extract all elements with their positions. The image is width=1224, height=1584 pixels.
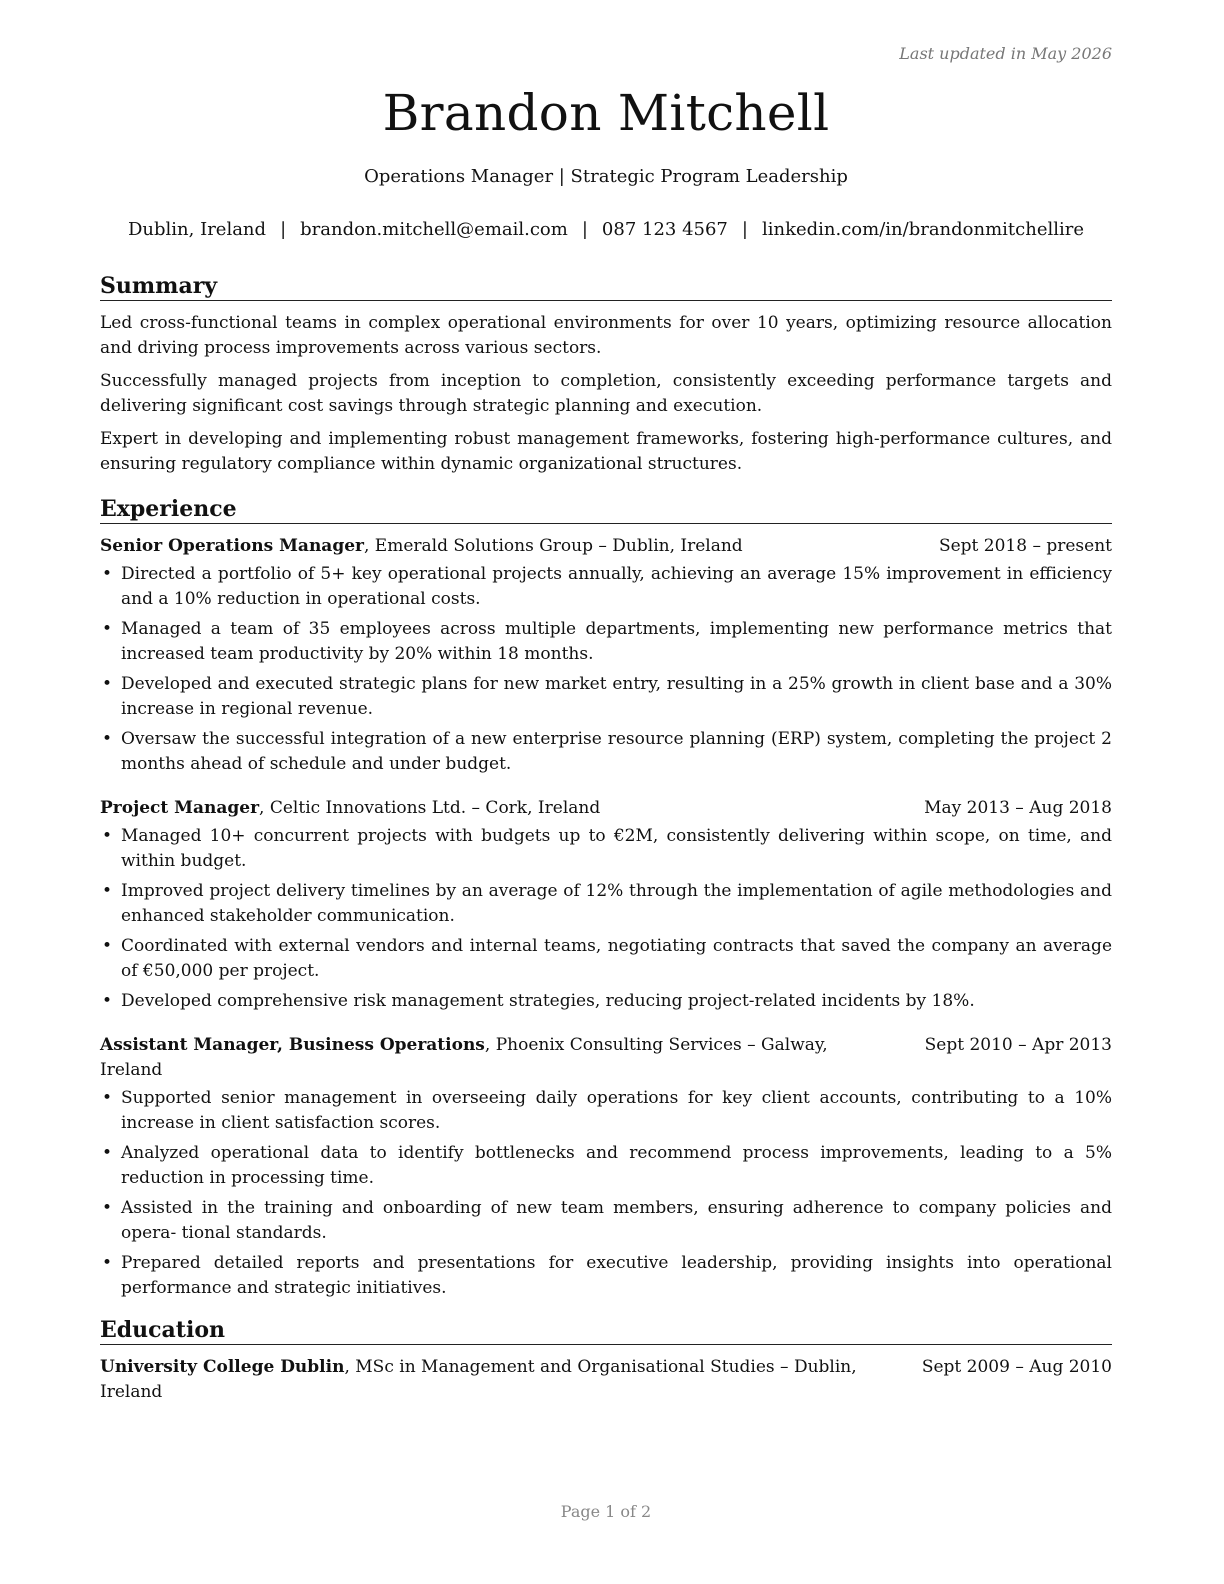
bullet-icon: • <box>102 1088 113 1108</box>
resume-page <box>100 0 1112 1584</box>
last-updated-note: Last updated in May 2026 <box>899 44 1112 63</box>
job-title: Senior Operations Manager <box>100 536 364 556</box>
job-bullet: • Managed 10+ concurrent projects with budgets up to €2M, consistently delivering within scope, on time, and within budget. <box>102 826 1112 871</box>
job-bullets <box>100 824 1112 1014</box>
bullet-icon: • <box>102 991 113 1011</box>
experience-heading: Experience <box>100 495 1112 524</box>
job-header <box>100 796 1112 821</box>
job-title: Assistant Manager, Business Operations <box>100 1035 485 1055</box>
job-header <box>100 534 1112 559</box>
bullet-icon: • <box>102 729 113 749</box>
bullet-icon: • <box>102 1198 113 1218</box>
job-header <box>100 1033 1112 1083</box>
job-bullet: • Developed and executed strategic plans for new market entry, resulting in a 25% growth in client base and a 30% increase in regional revenue. <box>102 674 1112 719</box>
job-organization: , Phoenix Consulting Services – Galway, Ireland <box>100 1035 828 1080</box>
education-school: University College Dublin <box>100 1357 345 1377</box>
job-dates: Sept 2010 – Apr 2013 <box>924 1035 1112 1055</box>
bullet-icon: • <box>102 826 113 846</box>
job-bullet: • Supported senior management in overseeing daily operations for key client accounts, contributing to a 10% increase in client satisfaction scores. <box>102 1088 1112 1133</box>
candidate-tagline: Operations Manager | Strategic Program Leadership <box>364 166 848 187</box>
job-title: Project Manager <box>100 798 260 818</box>
job-bullet: • Coordinated with external vendors and internal teams, negotiating contracts that saved the company an average of €50,000 per project. <box>102 936 1112 981</box>
bullet-icon: • <box>102 936 113 956</box>
contact-separator: | <box>741 219 748 240</box>
job-bullet: • Managed a team of 35 employees across multiple departments, implementing new performance metrics that increased team productivity by 20% within 18 months. <box>102 619 1112 664</box>
bullet-icon: • <box>102 1143 113 1163</box>
summary-paragraph: Expert in developing and implementing robust management frameworks, fostering high-performance cultures, and ensuring regulatory compliance within dynamic organizational structures. <box>100 429 1112 474</box>
bullet-icon: • <box>102 1253 113 1273</box>
job-bullets <box>100 1086 1112 1301</box>
resume-content <box>100 272 1112 1408</box>
education-section <box>100 1316 1112 1405</box>
job-entry <box>100 796 1112 1014</box>
job-bullet: • Improved project delivery timelines by an average of 12% through the implementation of agile methodologies and enhanced stakeholder communication. <box>102 881 1112 926</box>
contact-separator: | <box>280 219 287 240</box>
candidate-name: Brandon Mitchell <box>382 84 830 142</box>
job-organization: , Emerald Solutions Group – Dublin, Ireland <box>363 536 743 556</box>
contact-linkedin[interactable]: linkedin.com/in/brandonmitchellire <box>761 219 1085 240</box>
contact-separator: | <box>581 219 588 240</box>
job-bullet: • Prepared detailed reports and presentations for executive leadership, providing insights into operational performance and strategic initiatives. <box>102 1253 1112 1298</box>
job-dates: May 2013 – Aug 2018 <box>924 798 1112 818</box>
job-entry <box>100 534 1112 777</box>
job-bullets <box>100 562 1112 777</box>
summary-paragraph: Led cross-functional teams in complex operational environments for over 10 years, optimizing resource allocation and driving process improvements across various sectors. <box>100 313 1112 358</box>
contact-email[interactable]: brandon.mitchell@email.com <box>300 219 568 240</box>
education-dates: Sept 2009 – Aug 2010 <box>921 1357 1112 1377</box>
contact-line <box>80 219 1132 240</box>
experience-section <box>100 495 1112 1301</box>
job-organization: , Celtic Innovations Ltd. – Cork, Ireland <box>259 798 601 818</box>
education-heading: Education <box>100 1316 1112 1345</box>
job-bullet: • Developed comprehensive risk management strategies, reducing project-related incidents by 18%. <box>100 989 1112 1014</box>
education-entry <box>100 1355 1112 1405</box>
job-dates: Sept 2018 – present <box>938 536 1112 556</box>
job-bullet: • Directed a portfolio of 5+ key operational projects annually, achieving an average 15% improvement in efficiency and a 10% reduction in operational costs. <box>102 564 1112 609</box>
job-bullet: • Oversaw the successful integration of a new enterprise resource planning (ERP) system, completing the project 2 months ahead of schedule and under budget. <box>102 729 1112 774</box>
bullet-icon: • <box>102 881 113 901</box>
job-bullet: • Analyzed operational data to identify bottlenecks and recommend process improvements, leading to a 5% reduction in processing time. <box>102 1143 1112 1188</box>
summary-section <box>100 272 1112 477</box>
job-entry <box>100 1033 1112 1301</box>
bullet-icon: • <box>102 619 113 639</box>
bullet-icon: • <box>102 564 113 584</box>
contact-phone[interactable]: 087 123 4567 <box>601 219 728 240</box>
page-number: Page 1 of 2 <box>560 1502 652 1521</box>
summary-paragraph: Successfully managed projects from inception to completion, consistently exceeding performance targets and delivering significant cost savings through strategic planning and execution. <box>100 371 1112 416</box>
contact-location: Dublin, Ireland <box>127 219 267 240</box>
summary-heading: Summary <box>100 272 1112 301</box>
education-detail: , MSc in Management and Organisational Studies – Dublin, Ireland <box>100 1357 857 1402</box>
bullet-icon: • <box>102 674 113 694</box>
job-bullet: • Assisted in the training and onboarding of new team members, ensuring adherence to company policies and opera- tional standards. <box>102 1198 1112 1243</box>
